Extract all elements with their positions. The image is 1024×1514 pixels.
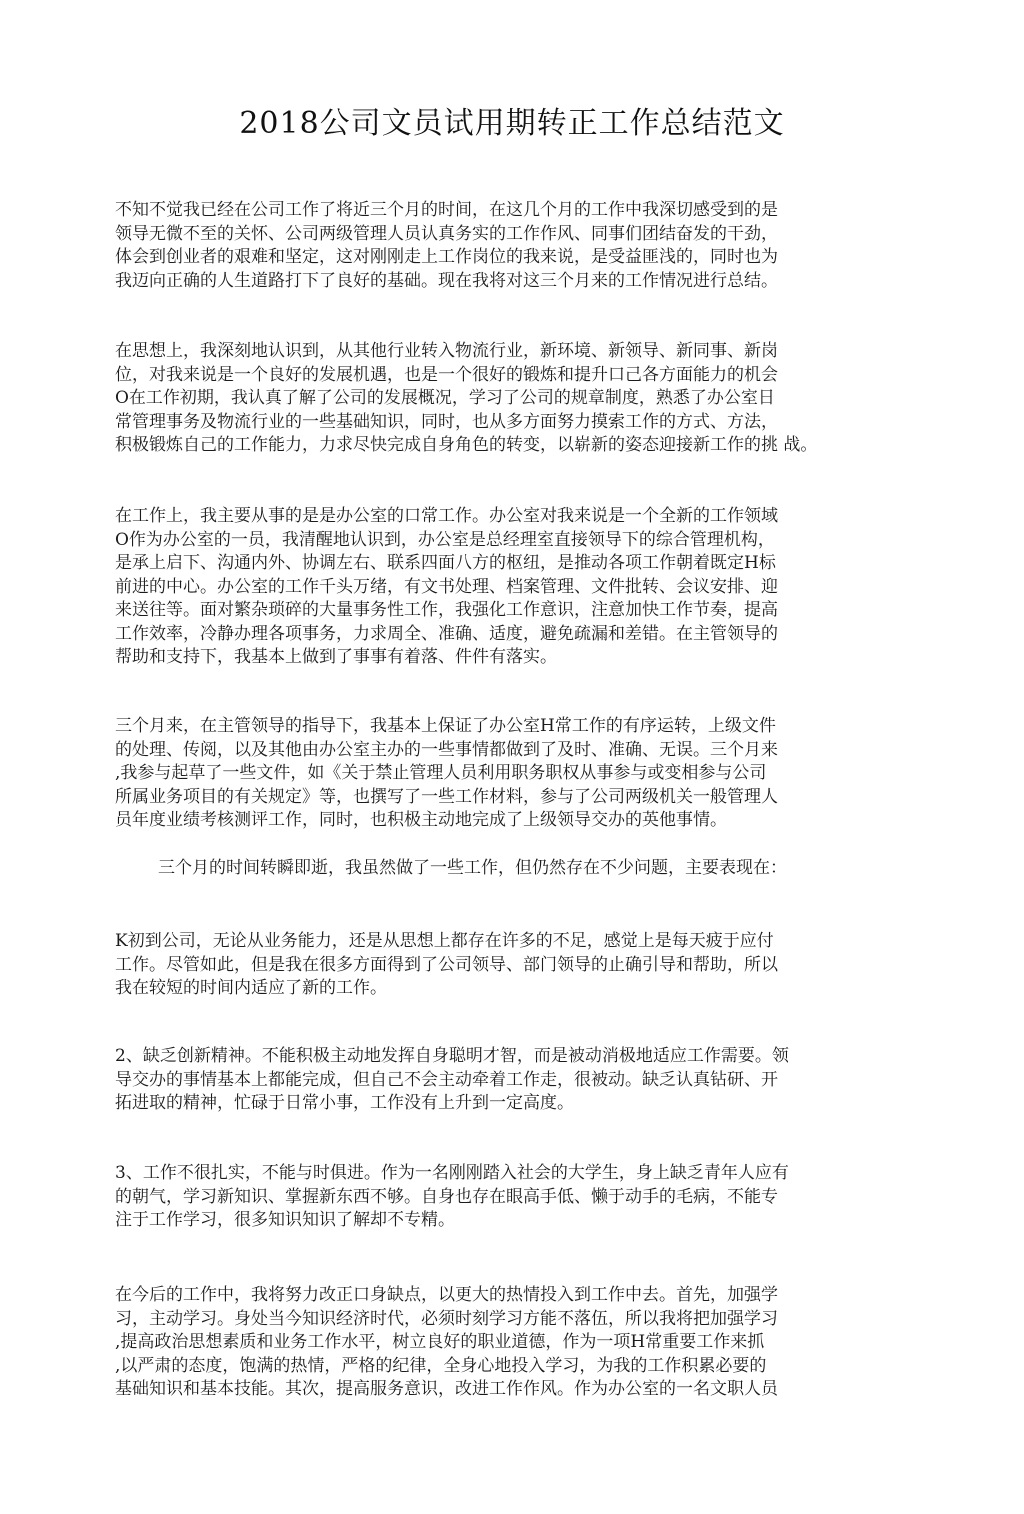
text-line: 是承上启下、沟通内外、协调左右、联系四面八方的枢纽，是推动各项工作朝着既定H标: [115, 553, 776, 573]
text-line: 注于工作学习，很多知识知识了解却不专精。: [115, 1210, 455, 1230]
text-line: 我在较短的时间内适应了新的工作。: [115, 978, 387, 998]
text-line: 所属业务项目的有关规定》等，也撰写了一些工作材料，参与了公司两级机关一般管理人: [115, 786, 778, 807]
text-line: 帮助和支持下，我基本上做到了事事有着落、件件有落实。: [115, 647, 557, 667]
text-line: 3、工作不很扎实，不能与时俱进。作为一名刚刚踏入社会的大学生，身上缺乏青年人应有: [115, 1163, 789, 1183]
text-line: O作为办公室的一员，我清醒地认识到，办公室是总经理室直接领导下的综合管理机构，: [115, 529, 775, 550]
text-line: 工作效率，冷静办理各项事务，力求周全、准确、适度，避免疏漏和差错。在主管领导的: [115, 623, 778, 644]
text-line: 不知不觉我已经在公司工作了将近三个月的时间，在这几个月的工作中我深切感受到的是: [115, 200, 778, 220]
text-line: 的朝气，学习新知识、掌握新东西不够。自身也存在眼高手低、懒于动手的毛病，不能专: [115, 1186, 778, 1207]
text-line: 积极锻炼自己的工作能力，力求尽快完成自身角色的转变，以崭新的姿态迎接新工作的挑 战。: [115, 435, 818, 455]
text-line: 拓进取的精神，忙碌于日常小事，工作没有上升到一定高度。: [115, 1093, 574, 1113]
text-line: 前进的中心。办公室的工作千头万绪，有文书处理、档案管理、文件批转、会议安排、迎: [115, 576, 778, 597]
text-line: 习，主动学习。身处当今知识经济时代，必须时刻学习方能不落伍，所以我将把加强学习: [115, 1308, 778, 1329]
text-line: ,以严肃的态度，饱满的热情，严格的纪律，全身心地投入学习，为我的工作积累必要的: [115, 1355, 767, 1376]
paragraph-three-months: [115, 715, 875, 833]
paragraph-work: [115, 505, 875, 670]
text-line: 三个月来，在主管领导的指导下，我基本上保证了办公室H常工作的有序运转，上级文件: [115, 716, 776, 736]
text-line: 来送往等。面对繁杂琐碎的大量事务性工作，我强化工作意识，注意加快工作节奏，提高: [115, 600, 778, 620]
paragraph-problems-intro: [115, 857, 875, 881]
paragraph-problem-1: [115, 930, 875, 1001]
text-line: 导交办的事情基本上都能完成，但自己不会主动牵着工作走，很被动。缺乏认真钻研、开: [115, 1069, 778, 1090]
paragraph-problem-2: [115, 1045, 875, 1116]
text-line: 2、缺乏创新精神。不能积极主动地发挥自身聪明才智，而是被动消极地适应工作需要。领: [115, 1046, 789, 1066]
text-line: 基础知识和基本技能。其次，提高服务意识，改进工作作风。作为办公室的一名文职人员: [115, 1379, 778, 1399]
text-line: 工作。尽管如此，但是我在很多方面得到了公司领导、部门领导的止确引导和帮助，所以: [115, 954, 778, 975]
text-line: 领导无微不至的关怀、公司两级管理人员认真务实的工作作风、同事们团结奋发的干劲，: [115, 223, 778, 244]
text-line: 位，对我来说是一个良好的发展机遇，也是一个很好的锻炼和提升口己各方面能力的机会: [115, 364, 778, 385]
document-title: 2018公司文员试用期转正工作总结范文: [239, 106, 785, 141]
paragraph-thought: [115, 340, 875, 458]
text-line: 在工作上，我主要从事的是是办公室的口常工作。办公室对我来说是一个全新的工作领域: [115, 506, 778, 526]
paragraph-intro: [115, 199, 875, 293]
text-line: 我迈向正确的人生道路打下了良好的基础。现在我将对这三个月来的工作情况进行总结。: [115, 270, 778, 291]
text-line: 在今后的工作中，我将努力改正口身缺点，以更大的热情投入到工作中去。首先，加强学: [115, 1285, 778, 1305]
text-line: 体会到创业者的艰难和坚定，这对刚刚走上工作岗位的我来说，是受益匪浅的，同时也为: [115, 247, 778, 267]
text-line: 三个月的时间转瞬即逝，我虽然做了一些工作，但仍然存在不少问题，主要表现在：: [158, 858, 787, 878]
paragraph-future: [115, 1284, 875, 1402]
text-line: 常管理事务及物流行业的一些基础知识，同时，也从多方面努力摸索工作的方式、方法，: [115, 411, 778, 432]
paragraph-problem-3: [115, 1162, 875, 1233]
text-line: ,提高政治思想素质和业务工作水平，树立良好的职业道德，作为一项H常重要工作来抓: [115, 1332, 765, 1352]
text-line: K初到公司，无论从业务能力，还是从思想上都存在许多的不足，感觉上是每天疲于应付: [115, 931, 774, 951]
text-line: ,我参与起草了一些文件，如《关于禁止管理人员利用职务职权从事参与或变相参与公司: [115, 763, 767, 783]
text-line: 在思想上，我深刻地认识到，从其他行业转入物流行业，新环境、新领导、新同事、新岗: [115, 341, 778, 361]
text-line: 员年度业绩考核测评工作，同时，也积极主动地完成了上级领导交办的英他事情。: [115, 810, 727, 830]
text-line: 的处理、传阅，以及其他由办公室主办的一些事情都做到了及时、准确、无误。三个月来: [115, 739, 778, 760]
text-line: O在工作初期，我认真了解了公司的发展概况，学习了公司的规章制度，熟悉了办公室日: [115, 388, 775, 408]
